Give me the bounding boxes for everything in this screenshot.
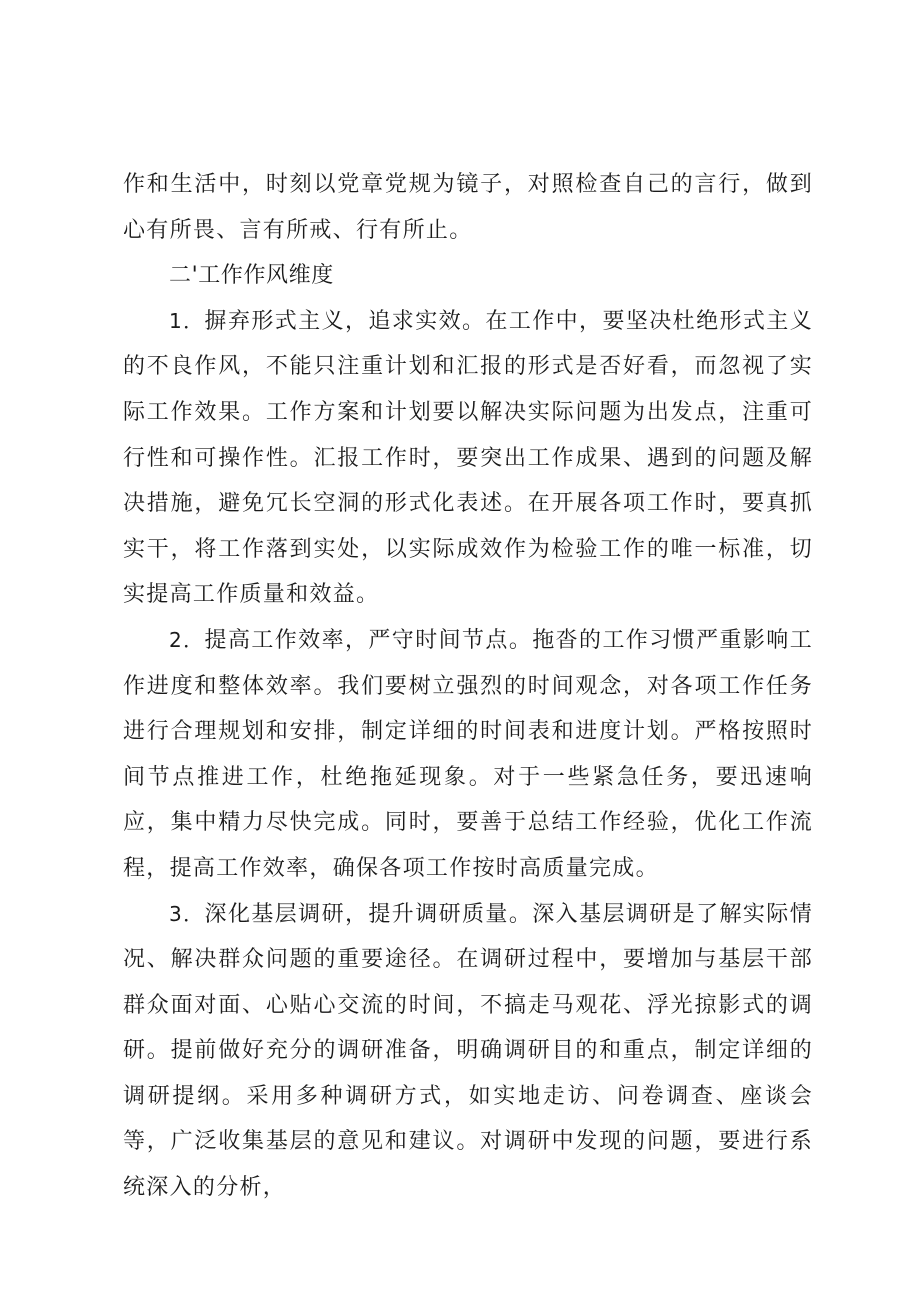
item-number: 1． — [169, 308, 205, 333]
item-number: 3． — [169, 901, 205, 926]
list-item-3 — [123, 892, 813, 1211]
item-number: 2． — [169, 627, 205, 652]
section-heading: 二'工作作风维度 — [169, 263, 334, 289]
list-item-1 — [123, 299, 813, 618]
item-text: 摒弃形式主义，追求实效。在工作中，要坚决杜绝形式主义的不良作风，不能只注重计划和汇报的形式是否好看，而忽视了实际工作效果。工作方案和计划要以解决实际问题为出发点，注重可行性和可操作性。汇报工作时，要突出工作成果、遇到的问题及解决措施，避免冗长空洞的形式化表述。在开展各项工作时，要真抓实干，将工作落到实处，以实际成效作为检验工作的唯一标准，切实提高工作质量和效益。 — [123, 308, 813, 608]
opening-paragraph: 作和生活中，时刻以党章党规为镜子，对照检查自己的言行，做到心有所畏、言有所戒、行有所止。 — [123, 172, 813, 243]
item-text: 提高工作效率，严守时间节点。拖沓的工作习惯严重影响工作进度和整体效率。我们要树立强烈的时间观念，对各项工作任务进行合理规划和安排，制定详细的时间表和进度计划。严格按照时间节点推进工作，杜绝拖延现象。对于一些紧急任务，要迅速响应，集中精力尽快完成。同时，要善于总结工作经验，优化工作流程，提高工作效率，确保各项工作按时高质量完成。 — [123, 627, 813, 881]
document-body — [123, 162, 813, 1211]
list-item-2 — [123, 618, 813, 892]
item-text: 深化基层调研，提升调研质量。深入基层调研是了解实际情况、解决群众问题的重要途径。在调研过程中，要增加与基层干部群众面对面、心贴心交流的时间，不搞走马观花、浮光掠影式的调研。提前做好充分的调研准备，明确调研目的和重点，制定详细的调研提纲。采用多种调研方式，如实地走访、问卷调查、座谈会等，广泛收集基层的意见和建议。对调研中发现的问题，要进行系统深入的分析， — [123, 901, 813, 1201]
